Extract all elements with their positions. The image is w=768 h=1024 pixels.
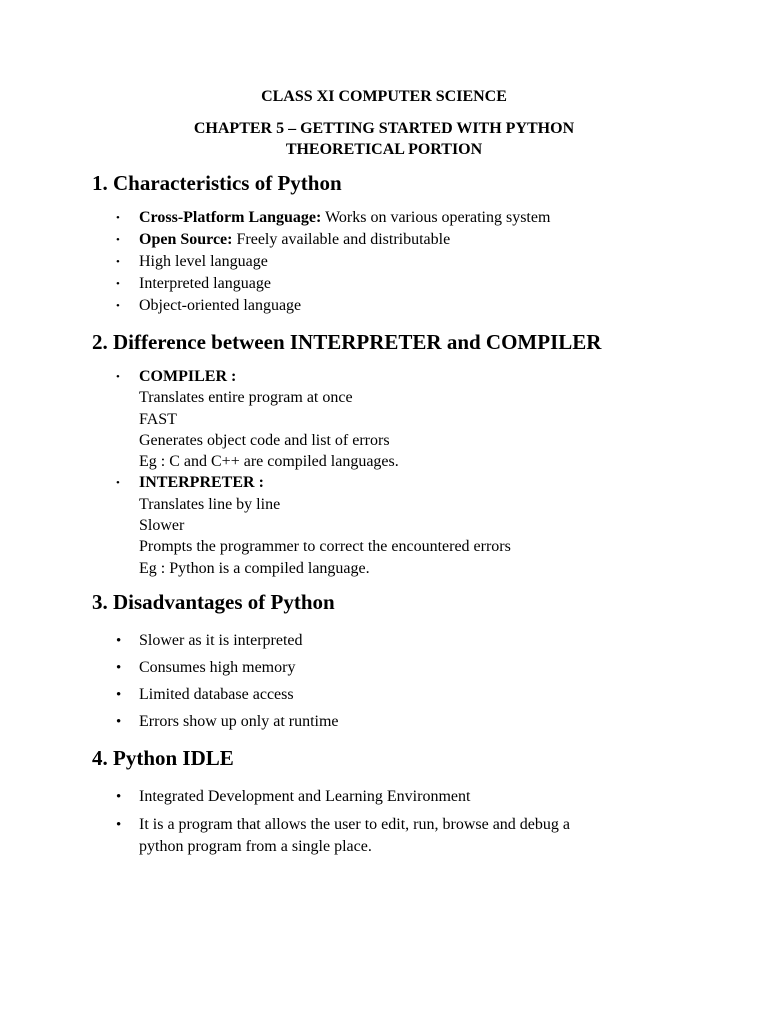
section-heading-idle: 4. Python IDLE	[92, 746, 234, 770]
chapter-title: CHAPTER 5 – GETTING STARTED WITH PYTHON	[193, 120, 575, 137]
section-heading-characteristics: 1. Characteristics of Python	[92, 171, 342, 195]
section-heading-disadvantages: 3. Disadvantages of Python	[92, 590, 335, 614]
list-item	[92, 684, 712, 706]
bullet-icon: •	[116, 789, 122, 805]
disadvantages-list	[92, 630, 712, 733]
item-term: Open Source:	[139, 231, 233, 248]
item-text: Errors show up only at runtime	[139, 713, 339, 730]
item-text: Slower as it is interpreted	[139, 632, 303, 649]
list-item	[92, 786, 712, 808]
idle-list	[92, 786, 712, 858]
bullet-icon: •	[116, 212, 120, 224]
list-item	[92, 814, 712, 858]
difference-list	[92, 366, 712, 579]
interpreter-line: Prompts the programmer to correct the encountered errors	[139, 538, 511, 556]
item-term: Cross-Platform Language:	[139, 209, 322, 226]
item-text: Limited database access	[139, 686, 294, 703]
document-title: CLASS XI COMPUTER SCIENCE	[261, 88, 507, 105]
list-item	[92, 472, 712, 578]
item-text: Consumes high memory	[139, 659, 296, 676]
bullet-icon: •	[116, 817, 122, 833]
compiler-term: COMPILER :	[139, 368, 237, 385]
list-item	[92, 366, 712, 472]
item-text: python program from a single place.	[139, 838, 372, 855]
bullet-icon: •	[116, 300, 120, 312]
list-item	[92, 273, 712, 295]
compiler-line: FAST	[139, 410, 177, 428]
bullet-icon: •	[116, 256, 120, 268]
bullet-icon: •	[116, 714, 122, 730]
item-text: Works on various operating system	[321, 209, 551, 226]
list-item	[92, 711, 712, 733]
portion-title: THEORETICAL PORTION	[285, 141, 483, 158]
bullet-icon: •	[116, 687, 122, 703]
bullet-icon: •	[116, 278, 120, 290]
item-text: Integrated Development and Learning Environment	[139, 788, 471, 805]
interpreter-term: INTERPRETER :	[139, 474, 264, 492]
item-text: High level language	[139, 253, 268, 270]
item-text: Freely available and distributable	[232, 231, 451, 248]
list-item	[92, 630, 712, 652]
list-item	[92, 207, 712, 229]
bullet-icon: •	[116, 371, 120, 383]
item-text: Object-oriented language	[139, 297, 302, 314]
bullet-icon: •	[116, 633, 122, 649]
interpreter-line: Translates line by line	[139, 495, 281, 513]
list-item	[92, 657, 712, 679]
interpreter-line: Eg : Python is a compiled language.	[139, 559, 370, 577]
compiler-line: Translates entire program at once	[139, 389, 353, 407]
characteristics-list	[92, 207, 712, 317]
compiler-line: Eg : C and C++ are compiled languages.	[139, 453, 399, 471]
list-item	[92, 229, 712, 251]
compiler-line: Generates object code and list of errors	[139, 431, 390, 449]
item-text: It is a program that allows the user to edit, run, browse and debug a	[139, 816, 570, 833]
list-item	[92, 251, 712, 273]
interpreter-line: Slower	[139, 517, 185, 535]
section-heading-difference: 2. Difference between INTERPRETER and COMPILER	[92, 330, 602, 354]
list-item	[92, 295, 712, 317]
bullet-icon: •	[116, 660, 122, 676]
item-text: Interpreted language	[139, 275, 271, 292]
bullet-icon: •	[116, 477, 120, 490]
bullet-icon: •	[116, 234, 120, 246]
